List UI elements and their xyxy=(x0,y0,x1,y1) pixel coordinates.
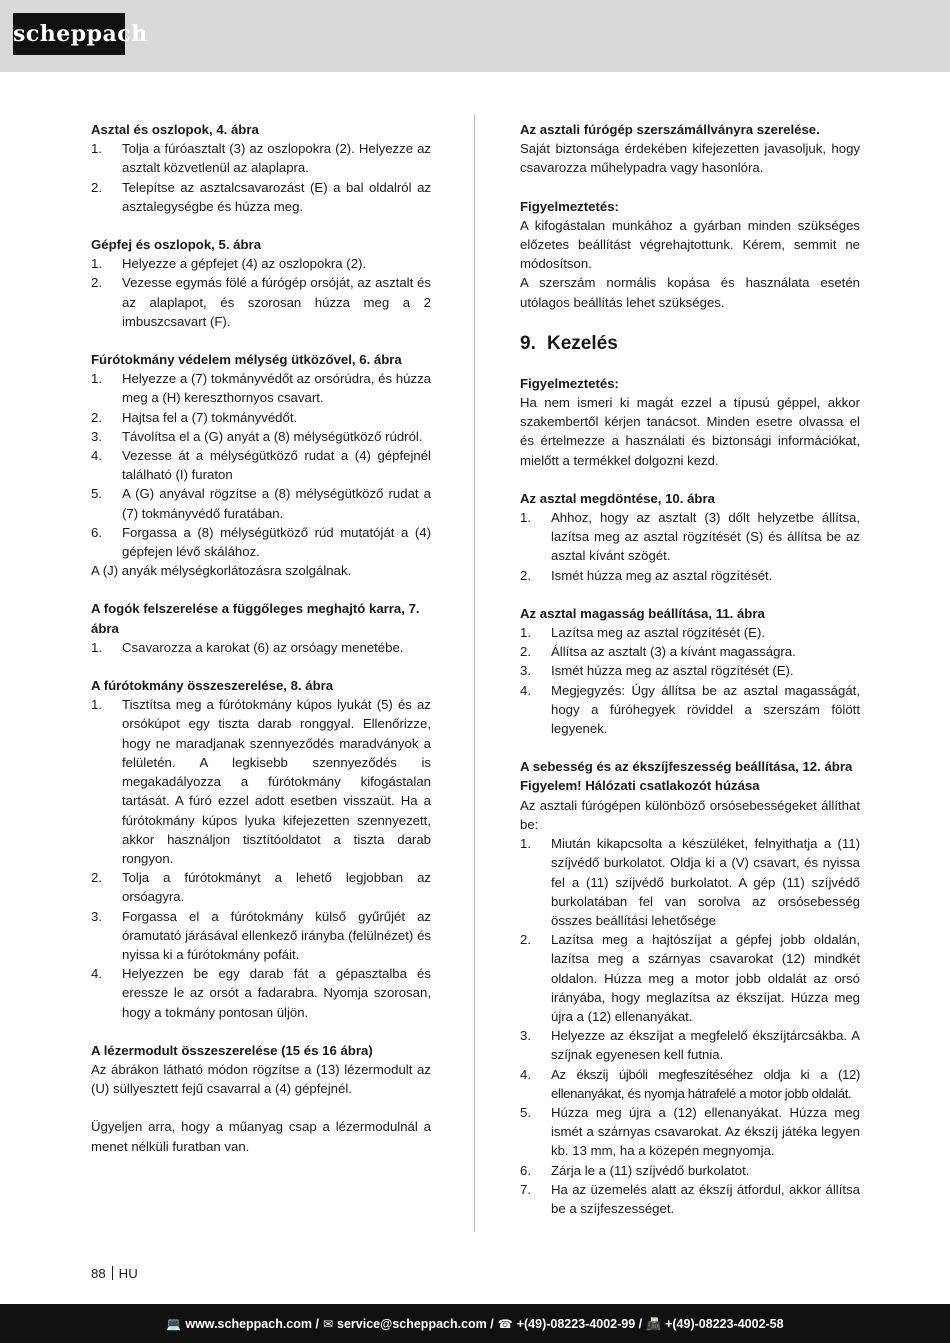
item-number: 3. xyxy=(91,428,102,444)
list-item xyxy=(520,930,860,1026)
section-note: A (J) anyák mélységkorlátozásra szolgálnak. xyxy=(91,563,352,579)
section-heading: A fogók felszerelése a függőleges meghajtó karra, 7. ábra xyxy=(91,601,420,636)
paragraph: Saját biztonsága érdekében kifejezetten javasoljuk, hogy csavarozza műhelypadra vagy hasonlóra. xyxy=(520,141,860,176)
item-text: Forgassa el a fúrótokmány külső gyűrűjét az óramutató járásával ellenkező irányba (felülnézet) és nyissa ki a fúrótokmány pofáit. xyxy=(122,908,431,962)
item-text: A (G) anyával rögzítse a (8) mélységütköző rudat a (7) tokmányvédő furatában. xyxy=(122,486,431,521)
footer-phone: +(49)-08223-4002-99 / xyxy=(516,1316,643,1331)
fax-icon: 📠 xyxy=(646,1316,662,1331)
section-head-columns xyxy=(91,235,431,331)
item-text: Vezesse egymás fölé a fúrógép orsóját, az asztalt és az alaplapot, és szorosan húzza meg a 2 imbuszcsavart (F). xyxy=(122,275,431,329)
section-heading: Figyelmeztetés: xyxy=(520,375,619,391)
page-number-value: 88 xyxy=(91,1266,106,1281)
item-number: 6. xyxy=(520,1162,531,1178)
item-text: Telepítse az asztalcsavarozást (E) a bal oldalról az asztalegységbe és húzza meg. xyxy=(122,179,431,214)
item-number: 1. xyxy=(91,371,102,387)
item-text: Ha az üzemelés alatt az ékszíj átfordul, akkor állítsa be a szíjfeszességet. xyxy=(551,1181,860,1216)
list-item xyxy=(91,695,431,868)
item-number: 5. xyxy=(520,1104,531,1120)
item-text: Lazítsa meg a hajtószíjat a gépfej jobb oldalán, lazítsa meg a szárnyas csavarokat (12) mindkét oldalon. Húzza meg a motor jobb oldalát az orsó irányába, hogy meglazítsa az ékszíjat. Húzza meg újra a (12) ellenanyákat. xyxy=(551,932,860,1024)
list-item xyxy=(520,681,860,739)
item-text: Miután kikapcsolta a készüléket, felnyithatja a (11) szíjvédő burkolatot. Oldja ki a (V) csavart, és nyissa fel a (11) szíjvédő burkolatot. A gép (11) szíjvédő burkolatában fel van sorolva az orsósebesség összes beállítási lehetősége xyxy=(551,836,860,928)
list-item xyxy=(520,1026,860,1064)
numbered-list xyxy=(91,369,431,561)
list-item xyxy=(520,508,860,566)
numbered-list xyxy=(520,623,860,738)
paragraph: Ha nem ismeri ki magát ezzel a típusú géppel, akkor szakembertől kérjen tanácsot. Minden esetre olvassa el és értelmezze a használati és biztonsági információkat, mielőtt a termékkel dolgozni kezd. xyxy=(520,395,860,468)
item-number: 1. xyxy=(520,836,531,852)
section-warning-settings xyxy=(520,197,860,312)
page-number-separator xyxy=(112,1266,113,1280)
numbered-list xyxy=(91,638,431,657)
section-heading: Figyelmeztetés: xyxy=(520,198,619,214)
item-text: Ismét húzza meg az asztal rögzítését. xyxy=(551,567,773,583)
section-heading: Gépfej és oszlopok, 5. ábra xyxy=(91,237,262,253)
list-item xyxy=(91,273,431,331)
section-warning-operation xyxy=(520,374,860,470)
chapter-title: Kezelés xyxy=(547,332,618,354)
list-item xyxy=(91,178,431,216)
list-item xyxy=(520,834,860,930)
item-text: Húzza meg újra a (12) ellenanyákat. Húzza meg ismét a szárnyas csavarokat. Az ékszíj játéka legyen kb. 13 mm, ha a közepén megnyomja. xyxy=(551,1104,860,1159)
paragraph: Az asztali fúrógépen különböző orsósebességeket állíthat be: xyxy=(520,797,860,832)
item-text: Helyezzen be egy darab fát a gépasztalba és eressze le az orsót a fadarabra. Nyomja szorosan, hogy a tokmány pontosan üljön. xyxy=(122,966,431,1020)
list-item xyxy=(91,254,431,273)
item-text: Ahhoz, hogy az asztalt (3) dőlt helyzetbe állítsa, lazítsa meg az asztal rögzítését (S) és állítsa be az asztal kívánt szögét. xyxy=(551,510,860,564)
item-text: Távolítsa el a (G) anyát a (8) mélységütköző rúdról. xyxy=(122,428,423,444)
section-table-height xyxy=(520,604,860,738)
item-number: 5. xyxy=(91,486,102,502)
paragraph: A kifogástalan munkához a gyárban minden szükséges előzetes beállítást végrehajtottunk. Kérem, semmit ne módosítson. xyxy=(520,217,860,272)
section-heading: A sebesség és az ékszíjfeszesség beállítása, 12. ábra xyxy=(520,759,853,775)
list-item xyxy=(520,623,860,642)
footer-fax: +(49)-08223-4002-58 xyxy=(665,1316,784,1331)
item-text: Ismét húzza meg az asztal rögzítését (E). xyxy=(551,663,794,679)
computer-icon: 💻 xyxy=(166,1316,182,1331)
section-heading: Az asztali fúrógép szerszámállványra szerelése. xyxy=(520,122,820,137)
section-heading: Az asztal megdöntése, 10. ábra xyxy=(520,490,715,506)
list-item xyxy=(520,1180,860,1218)
item-number: 3. xyxy=(520,1028,531,1044)
item-number: 4. xyxy=(520,1066,531,1082)
list-item xyxy=(91,408,431,427)
list-item xyxy=(91,868,431,906)
numbered-list xyxy=(91,139,431,216)
item-number: 3. xyxy=(520,663,531,679)
list-item xyxy=(91,523,431,561)
item-text: Csavarozza a karokat (6) az orsóagy menetébe. xyxy=(122,639,404,655)
item-number: 4. xyxy=(91,966,102,982)
left-column xyxy=(91,120,431,1175)
list-item xyxy=(91,638,431,657)
list-item xyxy=(91,446,431,484)
right-column xyxy=(520,120,860,1237)
section-chuck-guard xyxy=(91,350,431,580)
page-language: HU xyxy=(118,1266,138,1281)
item-text: Helyezze a gépfejet (4) az oszlopokra (2). xyxy=(122,256,367,272)
item-number: 4. xyxy=(91,448,102,464)
item-text: Állítsa az asztalt (3) a kívánt magasságra. xyxy=(551,644,796,660)
paragraph: Ügyeljen arra, hogy a műanyag csap a lézermodulnál a menet nélküli furatban van. xyxy=(91,1119,431,1154)
item-number: 1. xyxy=(91,256,102,272)
item-text: Forgassa a (8) mélységütköző rúd mutatóját a (4) gépfejen lévő skálához. xyxy=(122,524,431,560)
mail-icon: ✉ xyxy=(322,1316,334,1331)
section-heading: A lézermodult összeszerelése (15 és 16 ábra) xyxy=(91,1042,373,1058)
item-number: 6. xyxy=(91,524,102,540)
paragraph: Az ábrákon látható módon rögzítse a (13) lézermodult az (U) süllyesztett fejű csavarral a (4) gépfejnél. xyxy=(91,1061,431,1097)
item-text: Tisztítsa meg a fúrótokmány kúpos lyukát (5) és az orsókúpot egy tiszta darab ronggyal. Ellenőrizze, hogy ne maradjanak szennyeződés maradványok a felületén. A legkisebb szennyeződés is megakadályozza a fúrótokmány kifogástalan tartását. A fúró ezzel adott esetben visszaüt. Ha a fúrótokmány kúpos lyuka kifejezetten szennyezett, akkor használjon tisztítóoldatot a tiszta darab rongyon. xyxy=(122,697,431,866)
list-item xyxy=(520,1065,860,1103)
item-text: Az ékszíj újbóli megfeszítéséhez oldja ki a (12) ellenanyákat, és nyomja hátrafelé a motor jobb oldalát. xyxy=(551,1066,860,1101)
chapter-heading xyxy=(520,332,860,356)
item-number: 1. xyxy=(520,510,531,526)
item-number: 2. xyxy=(91,409,102,425)
numbered-list xyxy=(520,834,860,1218)
header-band xyxy=(0,0,950,72)
list-item xyxy=(91,964,431,1022)
section-speed-belt xyxy=(520,757,860,1218)
list-item xyxy=(91,139,431,177)
item-number: 3. xyxy=(91,908,102,924)
item-text: Helyezze az ékszíjat a megfelelő ékszíjtárcsákba. A szíjnak egyenesen kell futnia. xyxy=(551,1028,860,1063)
item-number: 1. xyxy=(91,697,102,713)
list-item xyxy=(91,369,431,407)
list-item xyxy=(91,484,431,522)
paragraph: A szerszám normális kopása és használata esetén utólagos beállítás lehet szükséges. xyxy=(520,275,860,310)
item-text: Zárja le a (11) szíjvédő burkolatot. xyxy=(551,1162,750,1178)
item-number: 2. xyxy=(91,275,102,291)
list-item xyxy=(520,661,860,680)
section-levers xyxy=(91,599,431,657)
numbered-list xyxy=(520,508,860,585)
item-text: Megjegyzés: Úgy állítsa be az asztal magasságát, hogy a fúróhegyek röviddel a szerszám fölött legyenek. xyxy=(551,682,860,737)
footer-website[interactable]: www.scheppach.com / xyxy=(185,1316,319,1331)
page-number xyxy=(91,1264,138,1283)
item-text: Lazítsa meg az asztal rögzítését (E). xyxy=(551,625,766,641)
item-number: 1. xyxy=(91,141,102,157)
item-number: 2. xyxy=(520,644,531,660)
scheppach-logo: scheppach xyxy=(13,13,125,55)
item-number: 2. xyxy=(520,567,531,583)
item-text: Vezesse át a mélységütköző rudat a (4) gépfejnél található (I) furaton xyxy=(122,448,431,483)
numbered-list xyxy=(91,695,431,1021)
item-text: Helyezze a (7) tokmányvédőt az orsórúdra, és húzza meg a (H) kereszthornyos csavart. xyxy=(122,371,431,406)
section-heading: A fúrótokmány összeszerelése, 8. ábra xyxy=(91,678,334,694)
section-chuck-assembly xyxy=(91,676,431,1022)
list-item xyxy=(520,566,860,585)
item-number: 2. xyxy=(91,870,102,886)
item-number: 1. xyxy=(520,625,531,641)
item-text: Tolja a fúróasztalt (3) az oszlopokra (2). Helyezze az asztalt közvetlenül az alaplapra. xyxy=(122,141,431,176)
item-text: Hajtsa fel a (7) tokmányvédőt. xyxy=(122,409,298,425)
list-item xyxy=(520,1103,860,1161)
item-number: 2. xyxy=(520,932,531,948)
item-text: Tolja a fúrótokmányt a lehető legjobban az orsóagyra. xyxy=(122,870,431,905)
list-item xyxy=(91,907,431,965)
item-number: 7. xyxy=(520,1181,531,1197)
list-item xyxy=(520,642,860,661)
item-number: 1. xyxy=(91,639,102,655)
phone-icon: ☎ xyxy=(497,1316,513,1331)
section-heading: Fúrótokmány védelem mélység ütközővel, 6. ábra xyxy=(91,352,402,368)
section-mounting xyxy=(520,120,860,178)
section-subheading: Figyelem! Hálózati csatlakozót húzása xyxy=(520,778,760,794)
list-item xyxy=(91,427,431,446)
column-divider xyxy=(474,114,475,1232)
section-laser-module xyxy=(91,1041,431,1156)
section-heading: Asztal és oszlopok, 4. ábra xyxy=(91,122,259,137)
chapter-number: 9. xyxy=(520,332,536,354)
section-heading: Az asztal magasság beállítása, 11. ábra xyxy=(520,605,765,621)
footer-email[interactable]: service@scheppach.com / xyxy=(337,1316,494,1331)
item-number: 2. xyxy=(91,179,102,195)
numbered-list xyxy=(91,254,431,331)
list-item xyxy=(520,1161,860,1180)
item-number: 4. xyxy=(520,682,531,698)
section-table-tilt xyxy=(520,489,860,585)
footer-bar xyxy=(0,1304,950,1343)
section-table-columns xyxy=(91,120,431,216)
